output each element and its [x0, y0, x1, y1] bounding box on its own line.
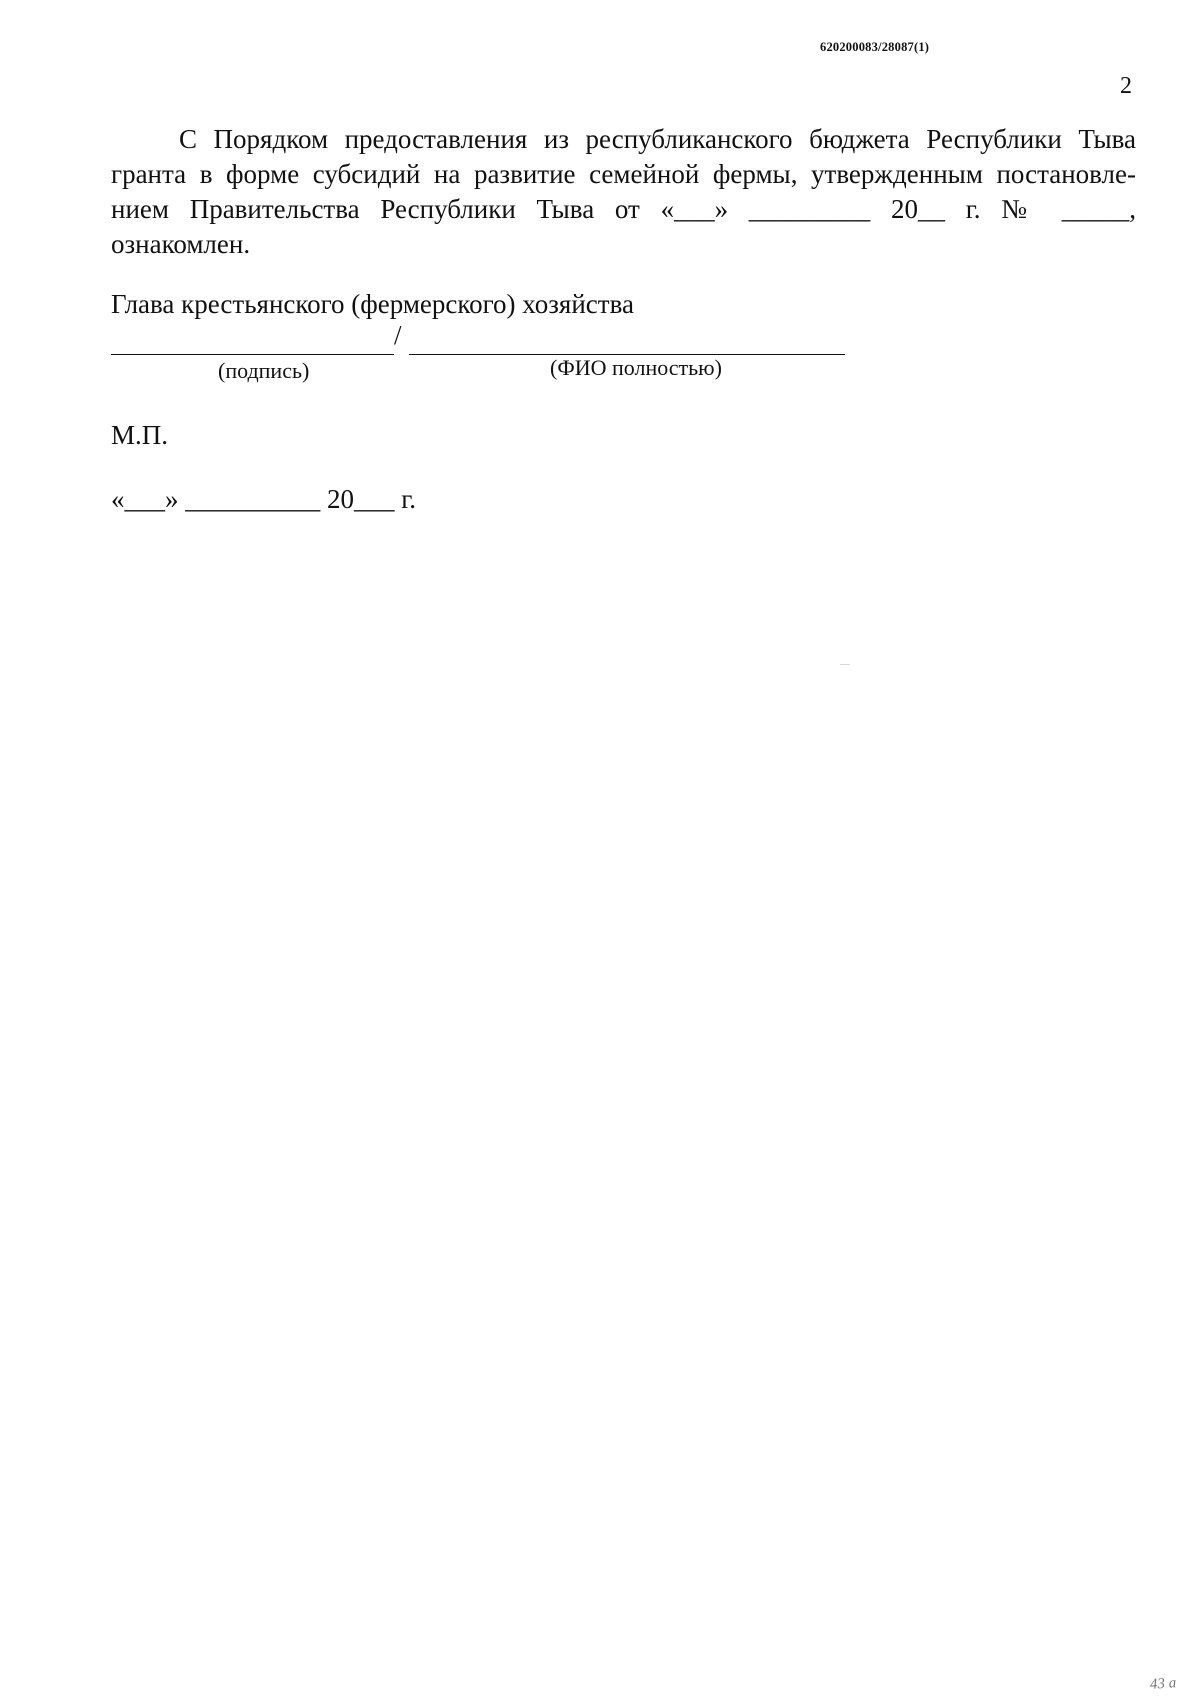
document-id: 620200083/28087(1): [820, 40, 930, 54]
fullname-caption: (ФИО полностью): [550, 355, 722, 380]
paragraph-line-4: ознакомлен.: [111, 229, 251, 259]
handwritten-corner-mark: 43 а: [1149, 1675, 1177, 1693]
acknowledgement-paragraph: [111, 122, 1136, 262]
farm-head-label: Глава крестьянского (фермерского) хозяйства: [111, 289, 634, 319]
signature-caption: (подпись): [218, 358, 310, 383]
page-number: 2: [1120, 73, 1132, 99]
paragraph-line-2: гранта в форме субсидий на развитие семейной фермы, утвержденным постановле-: [111, 159, 1136, 189]
paragraph-line-3: нием Правительства Республики Тыва от «___» _________ 20__ г. № _____,: [111, 194, 1136, 224]
stamp-label: М.П.: [111, 420, 169, 450]
scan-artifact: [840, 664, 850, 665]
paragraph-line-1: С Порядком предоставления из республиканского бюджета Республики Тыва: [179, 124, 1136, 154]
signature-line: [111, 354, 394, 355]
date-line: «___» __________ 20___ г.: [111, 484, 417, 514]
signature-separator: /: [394, 320, 402, 350]
